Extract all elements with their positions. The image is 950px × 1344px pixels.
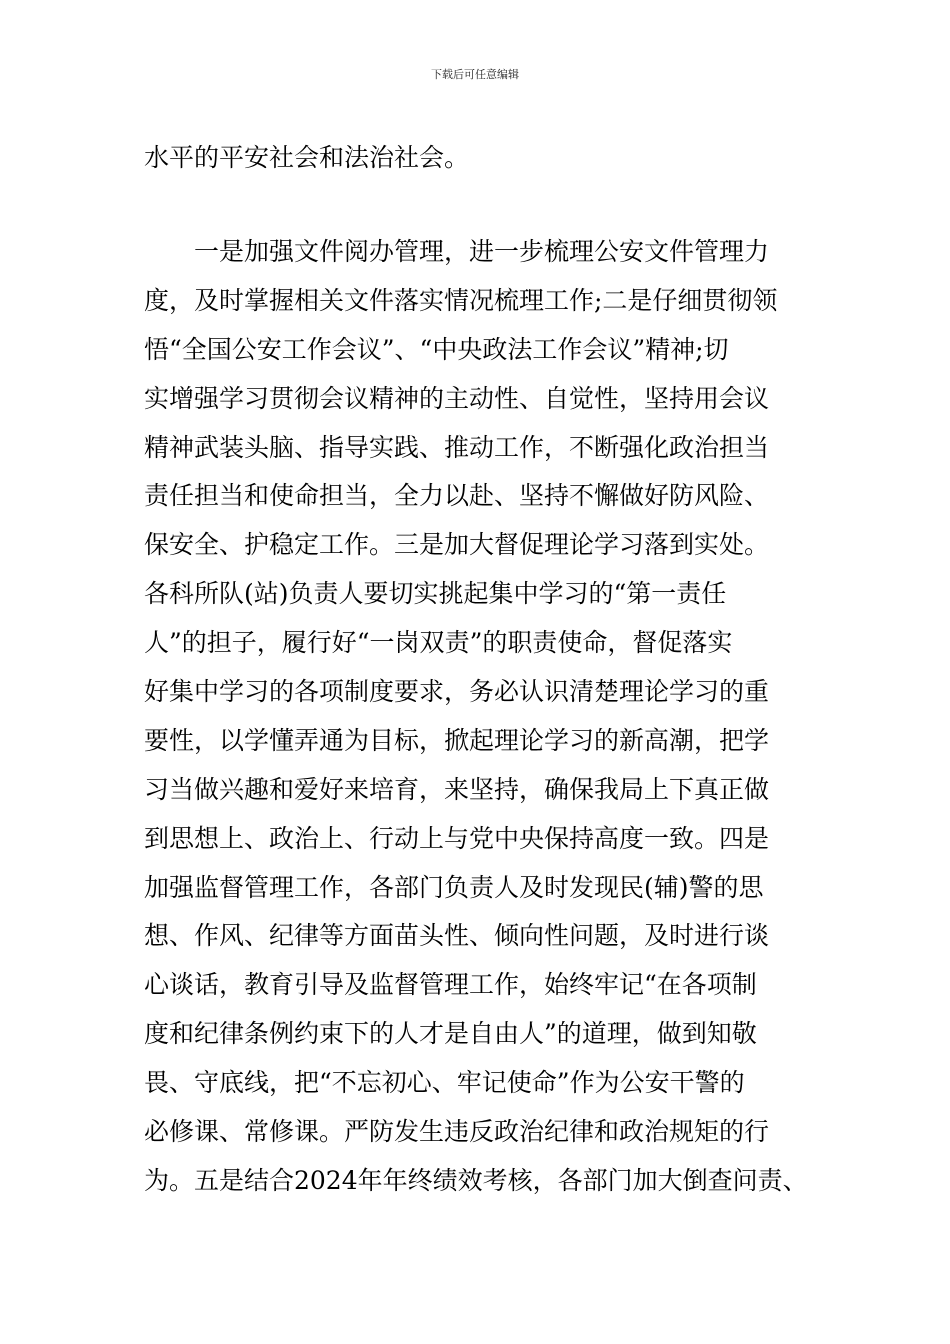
main-paragraph [144, 228, 844, 1206]
paragraph-line: 到思想上、政治上、行动上与党中央保持高度一致。四是 [144, 823, 770, 853]
paragraph-line: 人”的担子，履行好“一岗双责”的职责使命，督促落实 [144, 628, 733, 658]
paragraph-line: 习当做兴趣和爱好来培育，来坚持，确保我局上下真正做 [144, 774, 770, 804]
paragraph-line: 度，及时掌握相关文件落实情况梳理工作;二是仔细贯彻领 [144, 285, 778, 315]
paragraph-line: 必修课、常修课。严防发生违反政治纪律和政治规矩的行 [144, 1117, 770, 1147]
paragraph-line: 为。五是结合2024年年终绩效考核，各部门加大倒查问责、 [144, 1165, 808, 1195]
paragraph-line: 悟“全国公安工作会议”、“中央政法工作会议”精神;切 [144, 334, 729, 364]
paragraph-line: 心谈话，教育引导及监督管理工作，始终牢记“在各项制 [144, 970, 757, 1000]
paragraph-line: 一是加强文件阅办管理，进一步梳理公安文件管理力 [194, 237, 770, 266]
paragraph-line: 各科所队(站)负责人要切实挑起集中学习的“第一责任 [144, 579, 727, 609]
paragraph-line: 畏、守底线，把“不忘初心、牢记使命”作为公安干警的 [144, 1068, 745, 1098]
page-header: 下载后可任意编辑 [431, 68, 519, 81]
paragraph-line: 想、作风、纪律等方面苗头性、倾向性问题，及时进行谈 [144, 921, 770, 951]
paragraph-line: 加强监督管理工作，各部门负责人及时发现民(辅)警的思 [144, 872, 764, 902]
paragraph-line: 好集中学习的各项制度要求，务必认识清楚理论学习的重 [144, 677, 770, 707]
paragraph-line: 责任担当和使命担当，全力以赴、坚持不懈做好防风险、 [144, 481, 770, 511]
paragraph-line: 度和纪律条例约束下的人才是自由人”的道理，做到知敬 [144, 1019, 757, 1049]
paragraph-line: 保安全、护稳定工作。三是加大督促理论学习落到实处。 [144, 530, 770, 560]
paragraph-continuation: 水平的平安社会和法治社会。 [144, 143, 470, 172]
paragraph-line: 精神武装头脑、指导实践、推动工作，不断强化政治担当 [144, 432, 770, 462]
paragraph-line: 实增强学习贯彻会议精神的主动性、自觉性，坚持用会议 [144, 383, 770, 413]
paragraph-line: 要性，以学懂弄通为目标，掀起理论学习的新高潮，把学 [144, 725, 770, 755]
